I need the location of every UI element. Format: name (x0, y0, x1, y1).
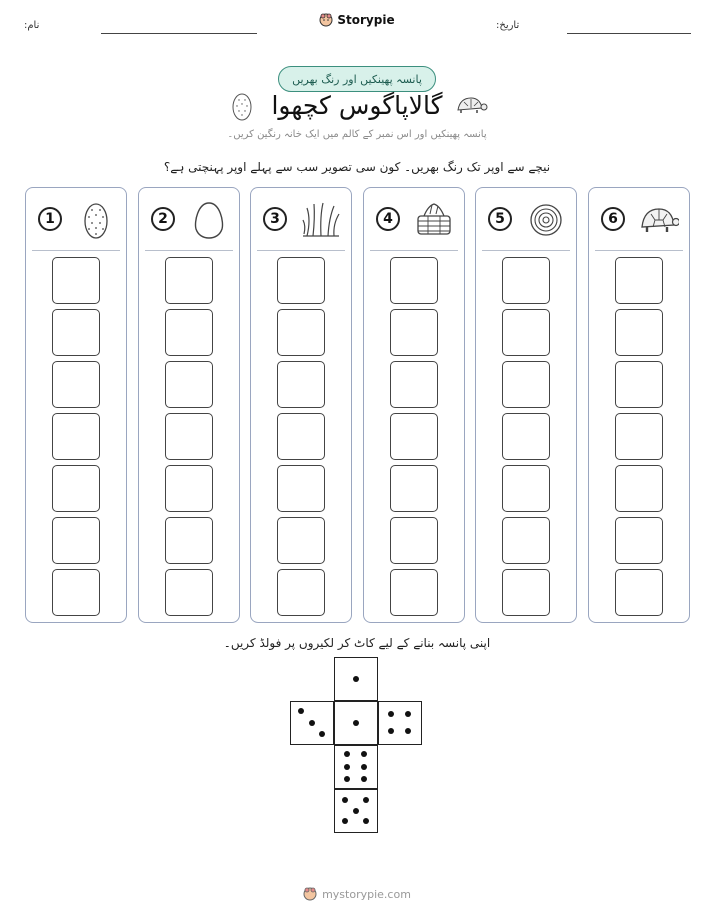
die-pip (388, 711, 394, 717)
color-box[interactable] (502, 309, 550, 356)
die-face-4 (378, 701, 422, 745)
column-number: 1 (38, 207, 62, 231)
date-line[interactable] (567, 33, 691, 34)
color-box[interactable] (390, 413, 438, 460)
die-pip (344, 751, 350, 757)
die-pip (363, 818, 369, 824)
die-pip (405, 711, 411, 717)
color-box[interactable] (277, 465, 325, 512)
page-subtitle: پانسہ پھینکیں اور اس نمبر کے کالم میں ایک خانہ رنگین کریں۔ (227, 129, 487, 140)
shell-pattern-icon (526, 200, 566, 240)
die-face-1 (334, 657, 378, 701)
column-divider (257, 250, 345, 251)
pill-heading: پانسہ پھینکیں اور رنگ بھریں (278, 66, 436, 92)
hay-bundle-icon (414, 200, 454, 240)
color-box[interactable] (52, 413, 100, 460)
color-box[interactable] (277, 257, 325, 304)
color-box[interactable] (165, 517, 213, 564)
name-label: نام: (24, 20, 40, 31)
color-box[interactable] (615, 361, 663, 408)
color-box[interactable] (390, 361, 438, 408)
name-line[interactable] (101, 33, 257, 34)
date-label: تاریخ: (496, 20, 520, 31)
column-number: 4 (376, 207, 400, 231)
brand-name: Storypie (337, 13, 395, 27)
cactus-icon (76, 200, 116, 240)
column-3 (250, 187, 352, 623)
column-number: 5 (488, 207, 512, 231)
color-box[interactable] (277, 569, 325, 616)
mascot-icon (319, 13, 333, 27)
footer-url[interactable]: mystorypie.com (322, 887, 411, 901)
color-box[interactable] (615, 569, 663, 616)
die-pip (344, 776, 350, 782)
die-pip (309, 720, 315, 726)
color-box[interactable] (277, 517, 325, 564)
column-divider (482, 250, 570, 251)
die-face-5 (334, 789, 378, 833)
color-box[interactable] (390, 569, 438, 616)
color-box[interactable] (615, 413, 663, 460)
die-face-1 (334, 701, 378, 745)
die-pip (405, 728, 411, 734)
column-5 (475, 187, 577, 623)
color-box[interactable] (502, 517, 550, 564)
color-box[interactable] (277, 309, 325, 356)
footer-mascot-icon (303, 887, 317, 901)
column-2 (138, 187, 240, 623)
color-box[interactable] (52, 257, 100, 304)
die-pip (353, 676, 359, 682)
die-face-6 (334, 745, 378, 789)
color-box[interactable] (390, 257, 438, 304)
column-6 (588, 187, 690, 623)
color-box[interactable] (277, 361, 325, 408)
color-box[interactable] (502, 257, 550, 304)
die-pip (361, 764, 367, 770)
die-pip (363, 797, 369, 803)
column-number: 6 (601, 207, 625, 231)
color-box[interactable] (502, 569, 550, 616)
color-box[interactable] (52, 361, 100, 408)
color-box[interactable] (165, 361, 213, 408)
color-box[interactable] (165, 257, 213, 304)
egg-icon (189, 200, 229, 240)
grass-icon (301, 200, 341, 240)
brand-logo (0, 13, 714, 27)
color-box[interactable] (52, 309, 100, 356)
color-box[interactable] (277, 413, 325, 460)
color-box[interactable] (52, 465, 100, 512)
die-face-3 (290, 701, 334, 745)
column-number: 3 (263, 207, 287, 231)
column-divider (32, 250, 120, 251)
die-pip (388, 728, 394, 734)
color-box[interactable] (615, 465, 663, 512)
die-pip (361, 751, 367, 757)
color-box[interactable] (165, 309, 213, 356)
column-divider (145, 250, 233, 251)
column-divider (595, 250, 683, 251)
color-box[interactable] (165, 465, 213, 512)
die-pip (344, 764, 350, 770)
column-1 (25, 187, 127, 623)
color-box[interactable] (615, 257, 663, 304)
color-box[interactable] (390, 309, 438, 356)
color-box[interactable] (502, 465, 550, 512)
die-pip (342, 818, 348, 824)
color-box[interactable] (615, 517, 663, 564)
instruction-text: نیچے سے اوپر تک رنگ بھریں۔ کون سی تصویر سب سے پہلے اوپر پہنچتی ہے؟ (163, 160, 551, 174)
column-number: 2 (151, 207, 175, 231)
color-box[interactable] (390, 465, 438, 512)
color-box[interactable] (502, 413, 550, 460)
color-box[interactable] (502, 361, 550, 408)
column-divider (370, 250, 458, 251)
tortoise-icon (639, 200, 679, 240)
footer (0, 887, 714, 901)
fold-instruction: اپنی پانسہ بنانے کے لیے کاٹ کر لکیروں پر فولڈ کریں۔ (223, 636, 491, 650)
color-box[interactable] (52, 569, 100, 616)
color-box[interactable] (165, 413, 213, 460)
die-pip (319, 731, 325, 737)
die-pip (353, 808, 359, 814)
color-box[interactable] (615, 309, 663, 356)
die-pip (361, 776, 367, 782)
die-pip (353, 720, 359, 726)
page-title: گالاپاگوس کچھوا (271, 91, 443, 120)
color-box[interactable] (52, 517, 100, 564)
color-box[interactable] (390, 517, 438, 564)
column-4 (363, 187, 465, 623)
die-pip (298, 708, 304, 714)
color-box[interactable] (165, 569, 213, 616)
die-pip (342, 797, 348, 803)
